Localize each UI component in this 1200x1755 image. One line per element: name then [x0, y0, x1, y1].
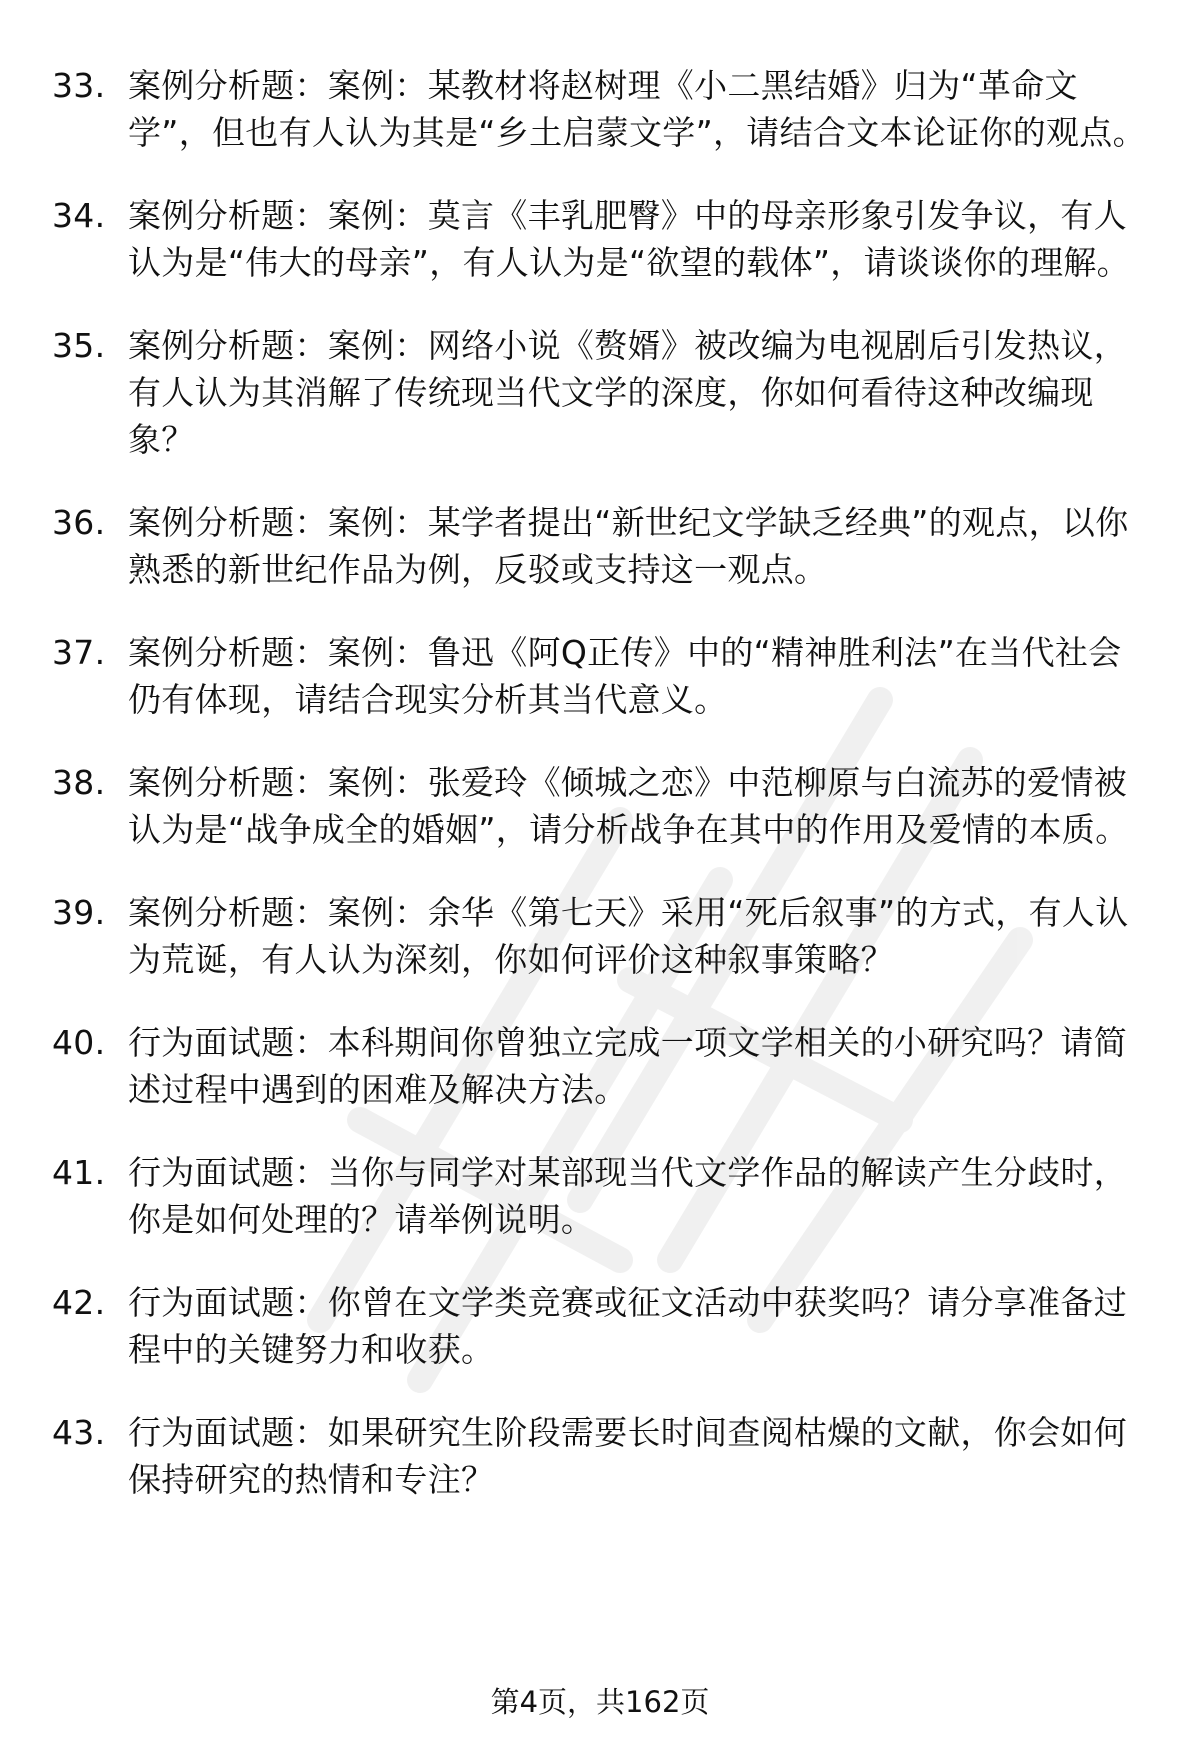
question-item-35	[52, 322, 1152, 463]
question-text: 行为面试题：本科期间你曾独立完成一项文学相关的小研究吗？请简述过程中遇到的困难及解决方法。	[128, 1023, 1127, 1109]
question-item-40	[52, 1019, 1152, 1113]
question-number: 38.	[52, 763, 106, 802]
question-item-41	[52, 1149, 1152, 1243]
question-text: 案例分析题：案例：余华《第七天》采用“死后叙事”的方式，有人认为荒诞，有人认为深刻，你如何评价这种叙事策略？	[128, 893, 1129, 979]
question-text: 行为面试题：如果研究生阶段需要长时间查阅枯燥的文献，你会如何保持研究的热情和专注？	[128, 1413, 1127, 1499]
question-item-42	[52, 1279, 1152, 1373]
question-item-36	[52, 499, 1152, 593]
page-footer: 第4页，共162页	[490, 1685, 710, 1719]
question-item-38	[52, 759, 1152, 853]
question-item-33	[52, 62, 1152, 156]
question-text: 案例分析题：案例：某教材将赵树理《小二黑结婚》归为“革命文学”，但也有人认为其是“乡土启蒙文学”，请结合文本论证你的观点。	[128, 66, 1146, 152]
question-number: 34.	[52, 196, 106, 235]
question-item-34	[52, 192, 1152, 286]
question-number: 35.	[52, 326, 106, 365]
question-number: 39.	[52, 893, 106, 932]
question-number: 40.	[52, 1023, 106, 1062]
question-item-39	[52, 889, 1152, 983]
question-number: 37.	[52, 633, 106, 672]
question-item-37	[52, 629, 1152, 723]
question-number: 42.	[52, 1283, 106, 1322]
question-list	[52, 62, 1152, 1539]
question-number: 41.	[52, 1153, 106, 1192]
question-text: 行为面试题：当你与同学对某部现当代文学作品的解读产生分歧时，你是如何处理的？请举例说明。	[128, 1153, 1127, 1239]
question-text: 案例分析题：案例：某学者提出“新世纪文学缺乏经典”的观点，以你熟悉的新世纪作品为例，反驳或支持这一观点。	[128, 503, 1129, 589]
question-number: 36.	[52, 503, 106, 542]
question-number: 33.	[52, 66, 106, 105]
question-number: 43.	[52, 1413, 106, 1452]
question-text: 行为面试题：你曾在文学类竞赛或征文活动中获奖吗？请分享准备过程中的关键努力和收获。	[128, 1283, 1127, 1369]
question-text: 案例分析题：案例：网络小说《赘婿》被改编为电视剧后引发热议，有人认为其消解了传统现当代文学的深度，你如何看待这种改编现象？	[128, 326, 1127, 459]
question-text: 案例分析题：案例：鲁迅《阿Q正传》中的“精神胜利法”在当代社会仍有体现，请结合现实分析其当代意义。	[128, 633, 1122, 719]
question-text: 案例分析题：案例：张爱玲《倾城之恋》中范柳原与白流苏的爱情被认为是“战争成全的婚姻”，请分析战争在其中的作用及爱情的本质。	[128, 763, 1129, 849]
question-text: 案例分析题：案例：莫言《丰乳肥臀》中的母亲形象引发争议，有人认为是“伟大的母亲”，有人认为是“欲望的载体”，请谈谈你的理解。	[128, 196, 1130, 282]
question-item-43	[52, 1409, 1152, 1503]
